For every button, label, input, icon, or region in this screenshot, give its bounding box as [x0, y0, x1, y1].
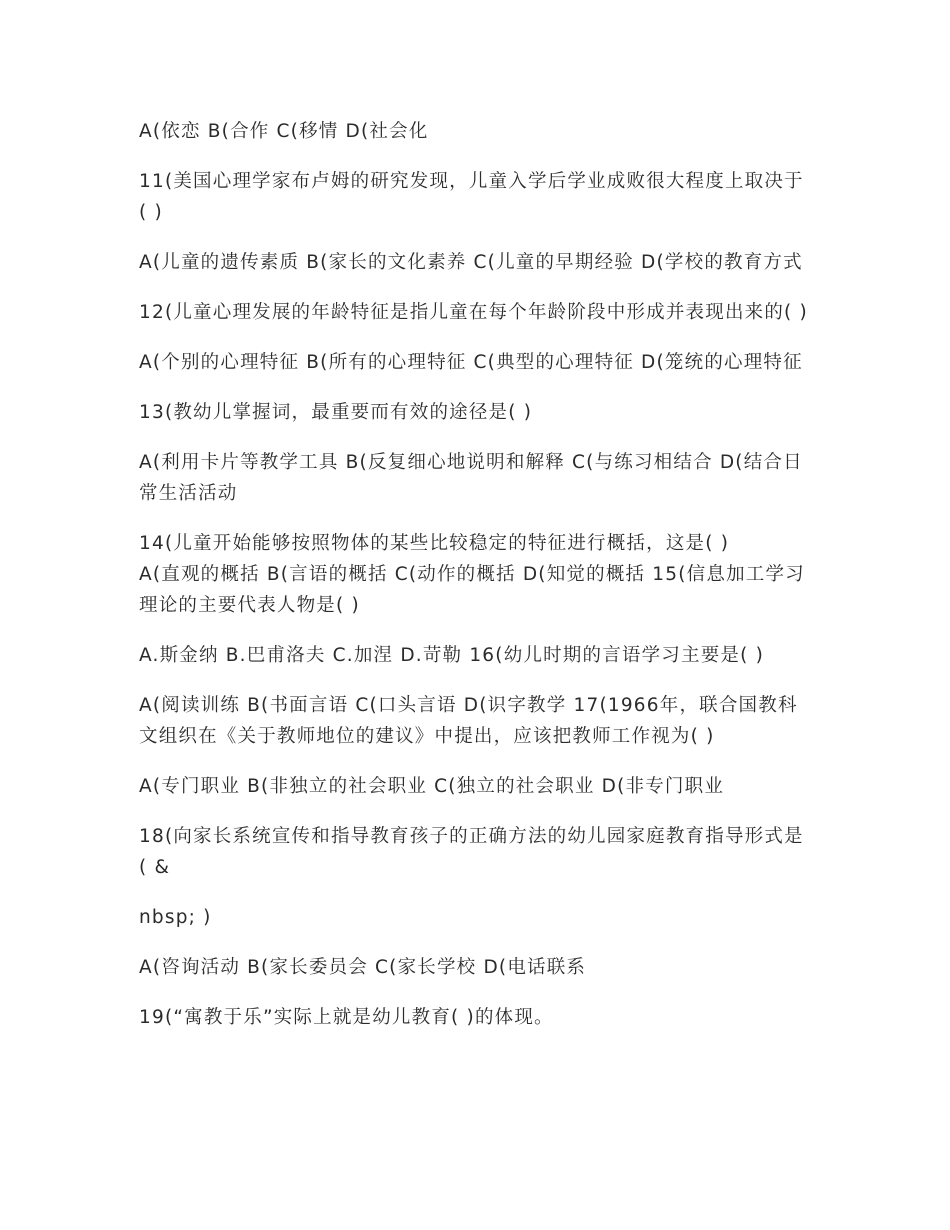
- question-14: 14(儿童开始能够按照物体的某些比较稳定的特征进行概括，这是( ): [139, 533, 730, 554]
- question-18-continuation: nbsp; ): [139, 907, 212, 928]
- answer-options-14-question-15: A(直观的概括 B(言语的概括 C(动作的概括 D(知觉的概括 15(信息加工学习理论的主要代表人物是( ): [139, 564, 805, 616]
- answer-options-10: A(依恋 B(合作 C(移情 D(社会化: [139, 121, 429, 142]
- document-body: [139, 116, 811, 1052]
- answer-options-15-question-16: A.斯金纳 B.巴甫洛夫 C.加涅 D.苛勒 16(幼儿时期的言语学习主要是( ): [139, 645, 765, 666]
- question-11: 11(美国心理学家布卢姆的研究发现，儿童入学后学业成败很大程度上取决于( ): [139, 171, 804, 223]
- question-12: 12(儿童心理发展的年龄特征是指儿童在每个年龄阶段中形成并表现出来的( ): [139, 302, 808, 323]
- answer-options-12: A(个别的心理特征 B(所有的心理特征 C(典型的心理特征 D(笼统的心理特征: [139, 352, 803, 373]
- question-19: 19(“寓教于乐”实际上就是幼儿教育( )的体现。: [139, 1007, 554, 1028]
- answer-options-11: A(儿童的遗传素质 B(家长的文化素养 C(儿童的早期经验 D(学校的教育方式: [139, 252, 803, 273]
- question-13: 13(教幼儿掌握词，最重要而有效的途径是( ): [139, 402, 533, 423]
- question-18: 18(向家长系统宣传和指导教育孩子的正确方法的幼儿园家庭教育指导形式是( &: [139, 826, 804, 878]
- answer-options-13: A(利用卡片等教学工具 B(反复细心地说明和解释 C(与练习相结合 D(结合日常生活活动: [139, 452, 803, 504]
- answer-options-18: A(咨询活动 B(家长委员会 C(家长学校 D(电话联系: [139, 957, 587, 978]
- answer-options-16-question-17: A(阅读训练 B(书面言语 C(口头言语 D(识字教学 17(1966年，联合国教科文组织在《关于教师地位的建议》中提出，应该把教师工作视为( ): [139, 695, 798, 747]
- answer-options-17: A(专门职业 B(非独立的社会职业 C(独立的社会职业 D(非专门职业: [139, 776, 725, 797]
